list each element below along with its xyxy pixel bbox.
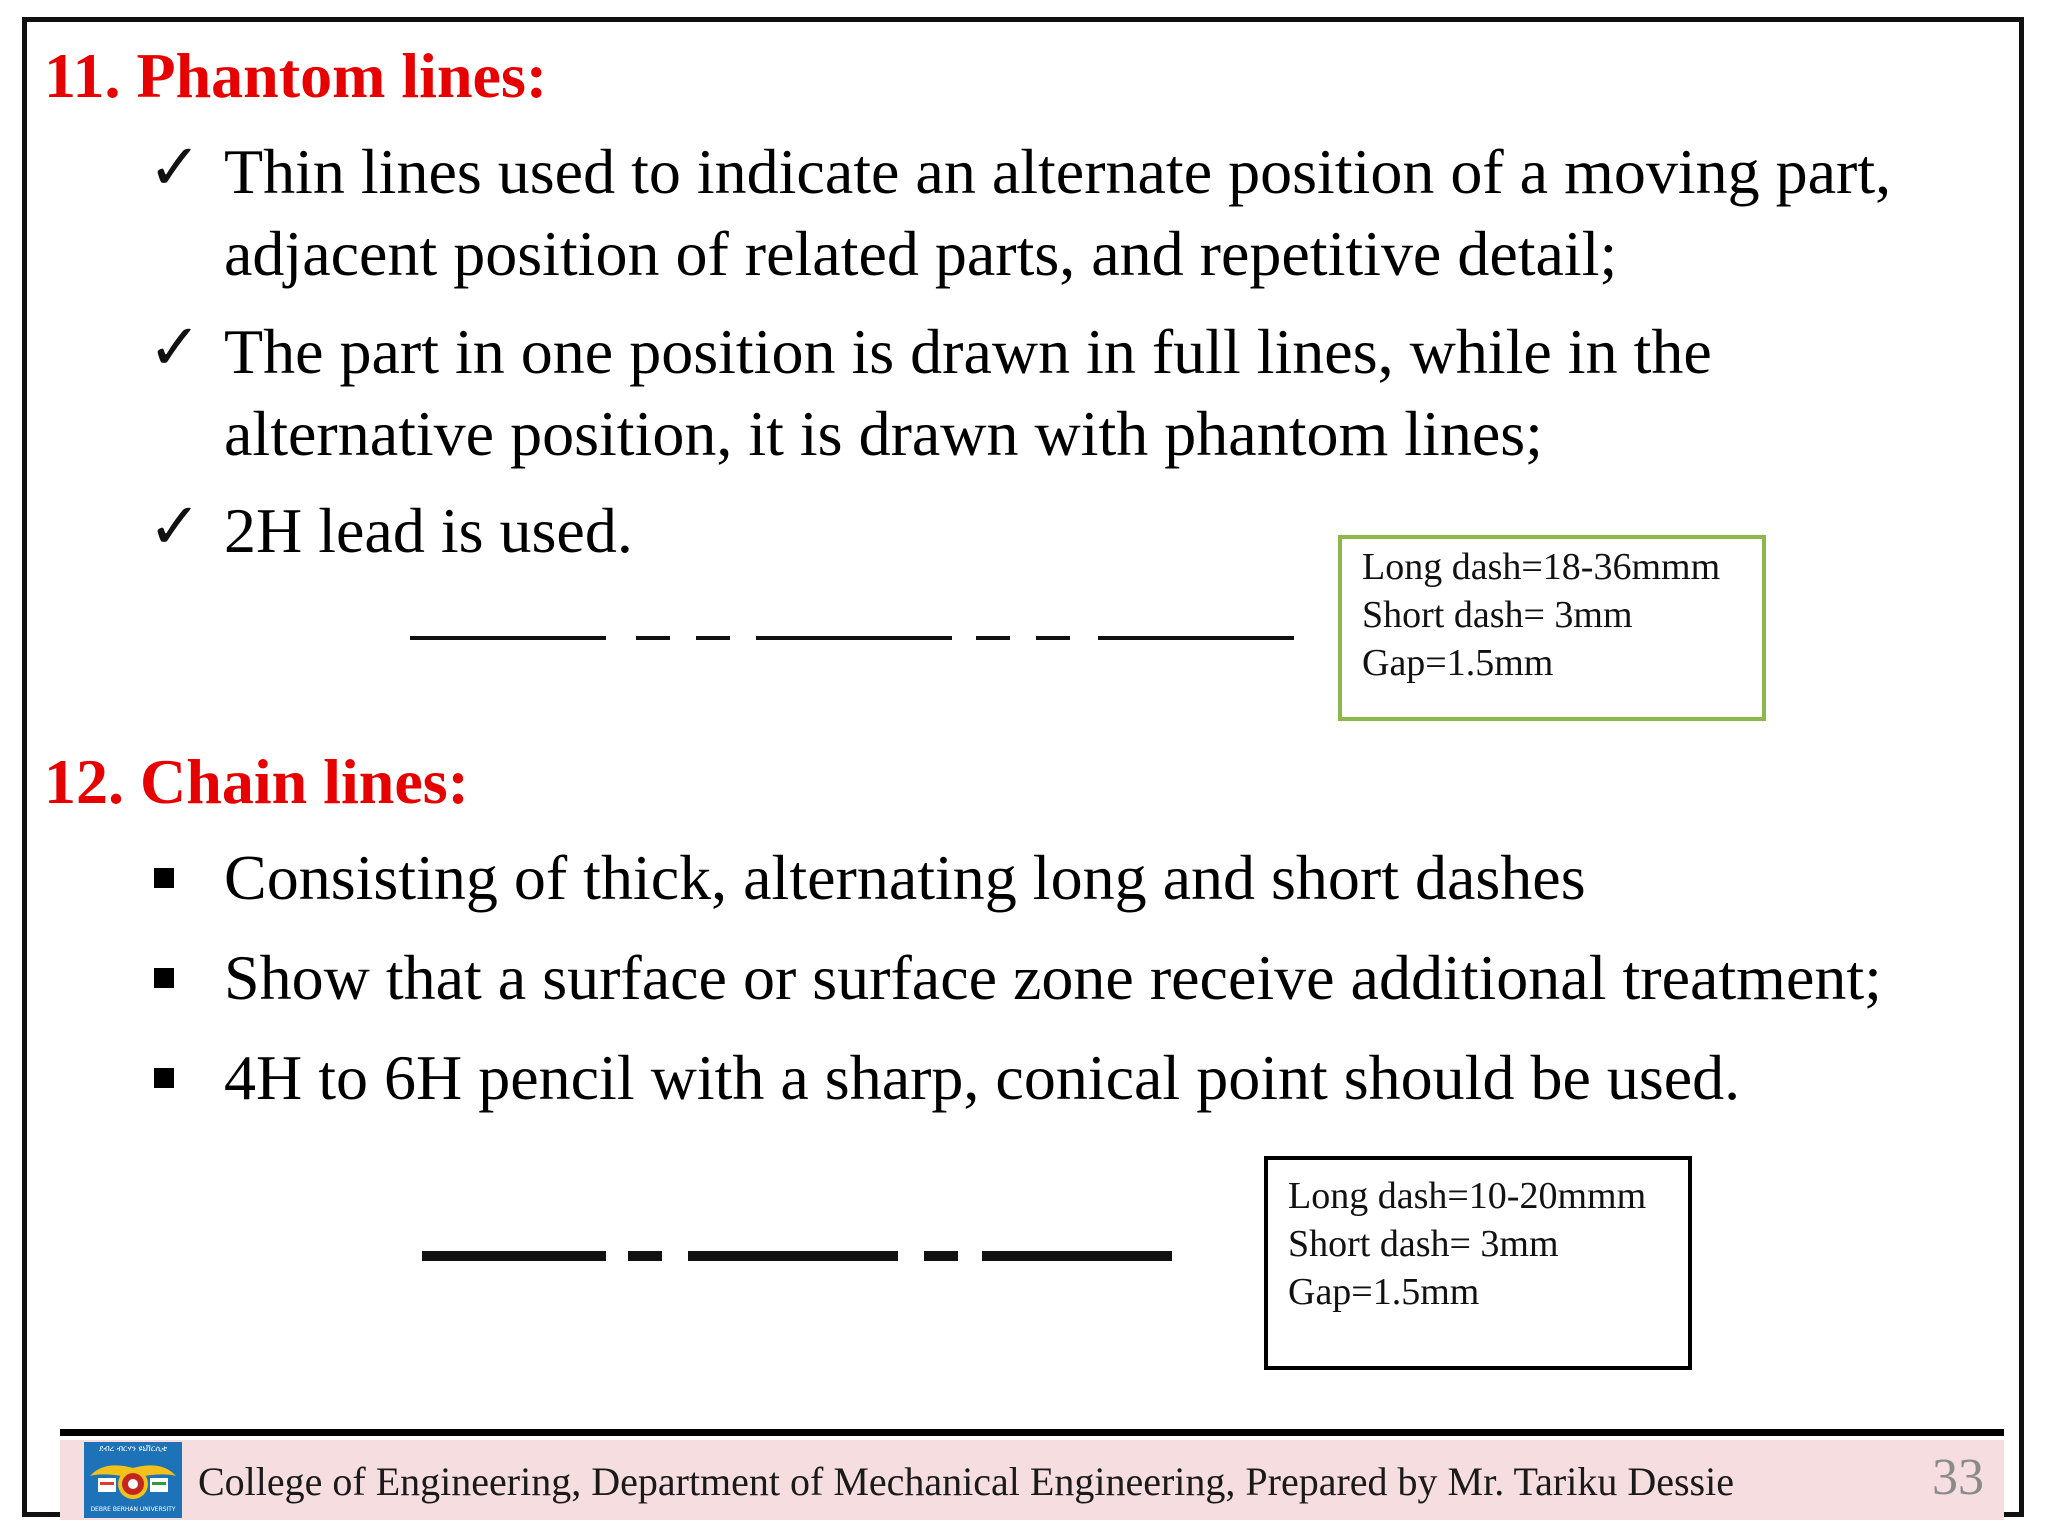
chain-line-sample: [410, 1242, 1190, 1272]
page-number: 33: [1932, 1449, 1984, 1506]
phantom-bullet-3-line-1: 2H lead is used.: [224, 495, 633, 566]
university-logo: [84, 1442, 182, 1518]
phantom-bullet-2-line-2: alternative position, it is drawn with phantom lines;: [224, 398, 1543, 469]
chain-gap-spec: Gap=1.5mm: [1288, 1271, 1480, 1313]
phantom-spec-box: [1338, 535, 1766, 721]
chain-short-dash-spec: Short dash= 3mm: [1288, 1223, 1559, 1265]
check-icon: ✓: [148, 312, 202, 383]
check-icon: ✓: [148, 132, 202, 203]
logo-caption-bottom: DEBRE BERHAN UNIVERSITY: [90, 1506, 176, 1513]
chain-bullet-3: 4H to 6H pencil with a sharp, conical point should be used.: [224, 1042, 1741, 1113]
square-bullet-icon: [154, 868, 174, 888]
phantom-bullet-1-line-2: adjacent position of related parts, and repetitive detail;: [224, 218, 1618, 289]
chain-bullet-1: Consisting of thick, alternating long and short dashes: [224, 842, 1586, 913]
check-icon: ✓: [148, 491, 202, 562]
square-bullet-icon: [154, 1068, 174, 1088]
phantom-line-sample: [400, 618, 1300, 658]
footer: [60, 1440, 2004, 1520]
chain-spec-box: [1264, 1156, 1692, 1370]
phantom-long-dash-spec: Long dash=18-36mmm: [1362, 546, 1721, 588]
logo-caption-top: ደብረ ብርሃን ዩኒቨርሲቲ: [98, 1444, 168, 1453]
square-bullet-icon: [154, 968, 174, 988]
chain-lines-heading: 12. Chain lines:: [44, 746, 469, 817]
chain-bullet-2: Show that a surface or surface zone receive additional treatment;: [224, 942, 1882, 1013]
chain-long-dash-spec: Long dash=10-20mmm: [1288, 1175, 1647, 1217]
phantom-short-dash-spec: Short dash= 3mm: [1362, 594, 1633, 636]
footer-credit-text: College of Engineering, Department of Mechanical Engineering, Prepared by Mr. Tariku Dessie: [198, 1459, 1734, 1504]
phantom-bullet-1-line-1: Thin lines used to indicate an alternate position of a moving part,: [224, 136, 1892, 207]
phantom-lines-heading: 11. Phantom lines:: [44, 40, 548, 111]
footer-divider: [60, 1429, 2004, 1436]
phantom-gap-spec: Gap=1.5mm: [1362, 642, 1554, 684]
phantom-bullet-2-line-1: The part in one position is drawn in full lines, while in the: [224, 316, 1712, 387]
